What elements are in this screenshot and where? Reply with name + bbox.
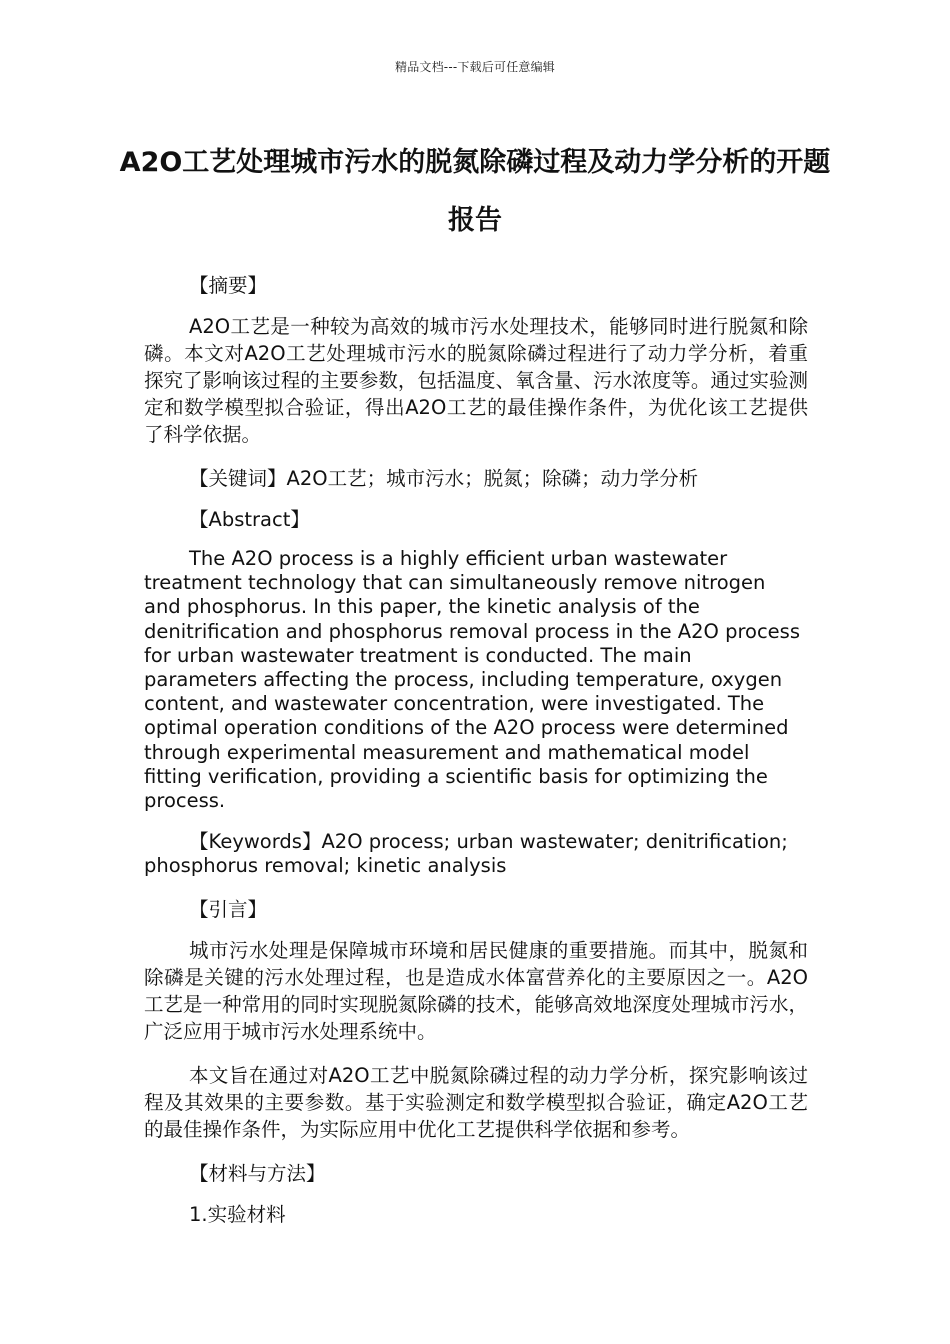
methods-subheading-materials: 1.实验材料 [189,1202,286,1226]
page-header-note: 精品文档---下载后可任意编辑 [395,60,555,74]
document-title: A2O工艺处理城市污水的脱氮除磷过程及动力学分析的开题报告 [119,147,831,236]
abstract-heading: 【摘要】 [189,274,268,297]
document-body [144,272,808,1242]
methods-heading: 【材料与方法】 [189,1161,326,1185]
abstract-en-heading: 【Abstract】 [189,508,310,531]
keywords-cn: 【关键词】A2O工艺；城市污水；脱氮；除磷；动力学分析 [189,467,699,490]
intro-heading: 【引言】 [189,897,268,921]
intro-paragraph-1: 城市污水处理是保障城市环境和居民健康的重要措施。而其中，脱氮和除磷是关键的污水处理过程，也是造成水体富营养化的主要原因之一。A2O工艺是一种常用的同时实现脱氮除磷的技术，能够高效地深度处理城市污水，广泛应用于城市污水处理系统中。 [144,938,808,1043]
abstract-en-paragraph: The A2O process is a highly efficient urban wastewater treatment technology that can simultaneously remove nitrogen and phosphorus. In this paper, the kinetic analysis of the denitrification and phosphorus removal process in the A2O process for urban wastewater treatment is conducted. The main parameters affecting the process, including temperature, oxygen content, and wastewater concentration, were investigated. The optimal operation conditions of the A2O process were determined through experimental measurement and mathematical model fitting verification, providing a scientific basis for optimizing the process. [144,547,801,813]
keywords-en: 【Keywords】A2O process; urban wastewater; denitrification; phosphorus removal; kinetic analysis [144,830,788,878]
intro-paragraph-2: 本文旨在通过对A2O工艺中脱氮除磷过程的动力学分析，探究影响该过程及其效果的主要参数。基于实验测定和数学模型拟合验证，确定A2O工艺的最佳操作条件，为实际应用中优化工艺提供科学依据和参考。 [144,1063,808,1141]
abstract-paragraph: A2O工艺是一种较为高效的城市污水处理技术，能够同时进行脱氮和除磷。本文对A2O工艺处理城市污水的脱氮除磷过程进行了动力学分析，着重探究了影响该过程的主要参数，包括温度、氧含量、污水浓度等。通过实验测定和数学模型拟合验证，得出A2O工艺的最佳操作条件，为优化该工艺提供了科学依据。 [144,315,808,446]
